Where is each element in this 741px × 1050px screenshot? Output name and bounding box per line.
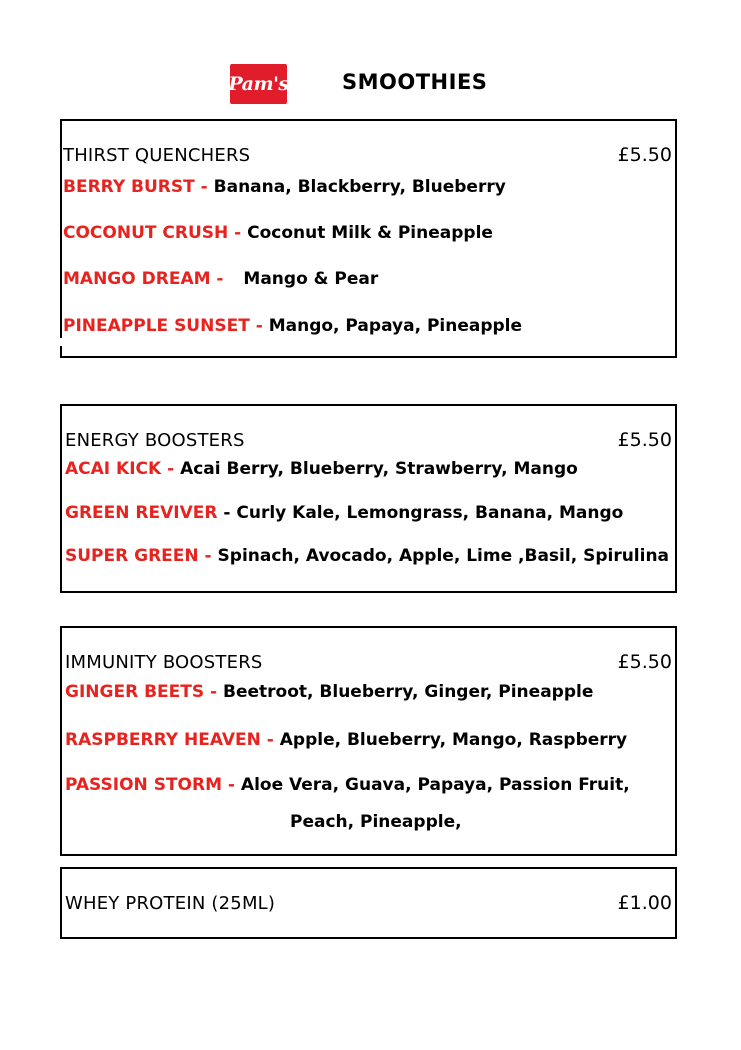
section-title: WHEY PROTEIN (25ML): [65, 893, 276, 914]
item-desc: Mango, Papaya, Pineapple: [268, 316, 523, 336]
item-desc: Curly Kale, Lemongrass, Banana, Mango: [236, 503, 624, 523]
item-name: RASPBERRY HEAVEN -: [65, 730, 274, 750]
section-energy-boosters: [60, 404, 677, 593]
section-title: THIRST QUENCHERS: [63, 145, 251, 166]
pams-logo: [230, 64, 287, 104]
menu-item: [63, 223, 493, 243]
item-name: GREEN REVIVER: [65, 503, 218, 523]
item-desc: Banana, Blackberry, Blueberry: [213, 177, 506, 197]
menu-item: [65, 546, 669, 566]
menu-item: [63, 177, 506, 197]
item-name: PASSION STORM -: [65, 775, 235, 795]
section-price: £5.50: [617, 144, 672, 166]
box-border: [60, 119, 62, 338]
menu-item: [63, 316, 522, 336]
item-desc: Apple, Blueberry, Mango, Raspberry: [279, 730, 628, 750]
box-border: [60, 346, 62, 358]
item-name: GINGER BEETS -: [65, 682, 218, 702]
item-name: PINEAPPLE SUNSET -: [63, 316, 263, 336]
menu-item: [65, 503, 623, 523]
logo-text: Pam's: [228, 73, 289, 95]
section-price: £1.00: [617, 892, 672, 914]
section-whey-protein: [60, 867, 677, 939]
section-price: £5.50: [617, 429, 672, 451]
section-title: ENERGY BOOSTERS: [65, 430, 245, 451]
menu-item-continuation: [290, 812, 462, 832]
item-desc: Acai Berry, Blueberry, Strawberry, Mango: [180, 459, 578, 479]
item-desc: Coconut Milk & Pineapple: [247, 223, 493, 243]
section-title: IMMUNITY BOOSTERS: [65, 652, 263, 673]
page-title: SMOOTHIES: [342, 70, 488, 94]
item-name: MANGO DREAM -: [63, 269, 224, 289]
menu-item: [65, 682, 593, 702]
section-thirst-quenchers: [60, 119, 677, 358]
menu-item: [65, 775, 630, 795]
item-name: COCONUT CRUSH -: [63, 223, 242, 243]
menu-item: [63, 269, 378, 289]
item-name: BERRY BURST -: [63, 177, 208, 197]
item-separator: -: [223, 503, 231, 523]
item-desc: Peach, Pineapple,: [290, 812, 462, 832]
section-immunity-boosters: [60, 626, 677, 856]
item-desc: Beetroot, Blueberry, Ginger, Pineapple: [223, 682, 594, 702]
item-name: SUPER GREEN -: [65, 546, 212, 566]
menu-item: [65, 730, 627, 750]
item-name: ACAI KICK -: [65, 459, 175, 479]
menu-item: [65, 459, 578, 479]
section-price: £5.50: [617, 651, 672, 673]
item-desc: Mango & Pear: [243, 269, 379, 289]
item-desc: Aloe Vera, Guava, Papaya, Passion Fruit,: [240, 775, 630, 795]
item-desc: Spinach, Avocado, Apple, Lime ,Basil, Spirulina: [217, 546, 670, 566]
